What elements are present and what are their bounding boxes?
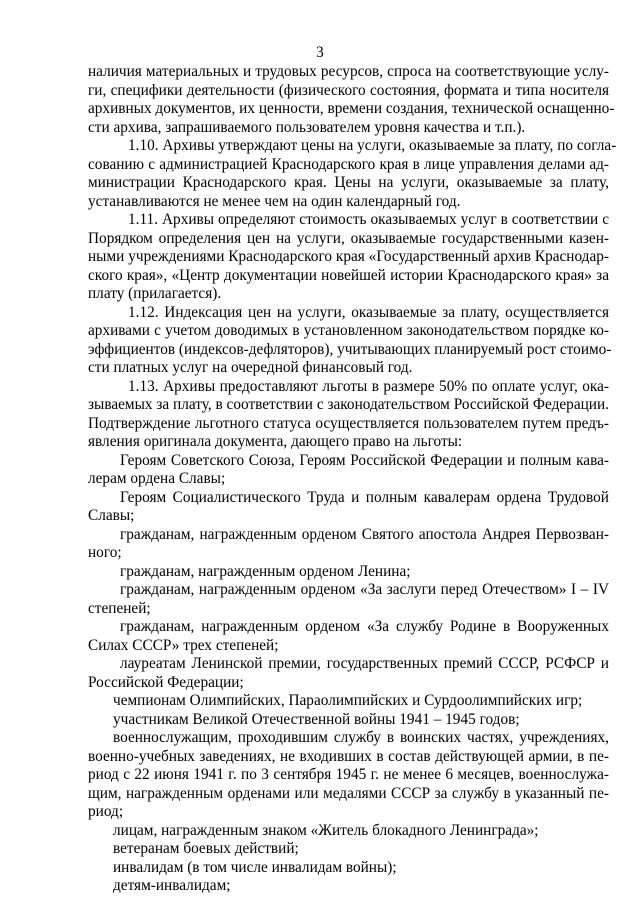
text-line: лауреатам Ленинской премии, государственных премий СССР, РСФСР и bbox=[120, 655, 609, 672]
text-line: Порядком определения цен на услуги, оказываемые государственными казен- bbox=[88, 229, 609, 247]
text-line: степеней; bbox=[88, 599, 151, 617]
text-line: 1.12. Индексация цен на услуги, оказываемые за плату, осуществляется bbox=[128, 303, 609, 321]
text-line: ного; bbox=[88, 544, 122, 561]
text-line: архивами с учетом доводимых в установленном законодательством порядке ко- bbox=[88, 322, 609, 339]
text-line: Подтверждение льготного статуса осуществляется пользователем путем предъ- bbox=[88, 414, 609, 432]
text-line: явления оригинала документа, дающего право на льготы: bbox=[88, 433, 463, 450]
text-line: военнослужащим, проходившим службу в воинских частях, учреждениях, bbox=[113, 729, 609, 746]
text-line: 1.11. Архивы определяют стоимость оказываемых услуг в соответствии с bbox=[128, 211, 609, 228]
text-line: гражданам, награжденным орденом «За службу Родине в Вооруженных bbox=[120, 618, 609, 635]
page-number: 3 bbox=[316, 44, 324, 61]
text-line: сти архива, запрашиваемого пользователем уровня качества и т.п.). bbox=[88, 118, 526, 136]
text-line: зываемых за плату, в соответствии с законодательством Российской Федерации. bbox=[88, 396, 609, 413]
document-body bbox=[88, 63, 617, 896]
text-line: министрации Краснодарского края. Цены на услуги, оказываемые за плату, bbox=[88, 174, 609, 191]
text-line: плату (прилагается). bbox=[88, 285, 222, 302]
text-line: Силах СССР» трех степеней; bbox=[88, 636, 279, 654]
text-line: архивных документов, их ценности, времени создания, технической оснащенно- bbox=[88, 100, 615, 117]
text-line: ги, специфики деятельности (физического состояния, формата и типа носителя bbox=[88, 81, 609, 99]
text-line: 1.13. Архивы предоставляют льготы в размере 50% по оплате услуг, ока- bbox=[128, 377, 609, 395]
text-line: участникам Великой Отечественной войны 1941 – 1945 годов; bbox=[113, 710, 520, 728]
text-line: риод; bbox=[88, 803, 124, 820]
text-line: щим, награжденным орденами или медалями СССР за службу в указанный пе- bbox=[88, 784, 609, 802]
text-line: 1.10. Архивы утверждают цены на услуги, оказываемые за плату, по согла- bbox=[128, 137, 617, 154]
text-line: детям-инвалидам; bbox=[113, 877, 231, 894]
text-line: лицам, награжденным знаком «Житель блокадного Ленинграда»; bbox=[113, 821, 539, 839]
text-line: устанавливаются не менее чем на один календарный год. bbox=[88, 192, 461, 210]
text-line: эффициентов (индексов-дефляторов), учитывающих планируемый рост стоимо- bbox=[88, 340, 612, 358]
text-line: Героям Социалистического Труда и полным кавалерам ордена Трудовой bbox=[120, 488, 609, 506]
text-line: сти платных услуг на очередной финансовый год. bbox=[88, 359, 413, 376]
text-line: наличия материальных и трудовых ресурсов, спроса на соответствующие услу- bbox=[88, 63, 609, 80]
text-line: инвалидам (в том числе инвалидам войны); bbox=[113, 858, 397, 876]
text-line: Славы; bbox=[88, 507, 135, 524]
text-line: сованию с администрацией Краснодарского края в лице управления делами ад- bbox=[88, 155, 609, 173]
text-line: гражданам, награжденным орденом Ленина; bbox=[120, 562, 411, 580]
text-line: риод с 22 июня 1941 г. по 3 сентября 1945 г. не менее 6 месяцев, военнослужа- bbox=[88, 766, 609, 783]
text-line: Героям Советского Союза, Героям Российской Федерации и полным кава- bbox=[120, 451, 609, 469]
text-line: лерам ордена Славы; bbox=[88, 470, 226, 487]
text-line: Российской Федерации; bbox=[88, 673, 244, 691]
text-line: чемпионам Олимпийских, Параолимпийских и Сурдоолимпийских игр; bbox=[113, 692, 583, 709]
text-line: ветеранам боевых действий; bbox=[113, 840, 299, 857]
text-line: гражданам, награжденным орденом Святого апостола Андрея Первозван- bbox=[120, 525, 609, 543]
text-line: гражданам, награжденным орденом «За заслуги перед Отечеством» I – IV bbox=[120, 581, 609, 598]
text-line: военно-учебных заведениях, не входивших в состав действующей армии, в пе- bbox=[88, 747, 609, 765]
text-line: ными учреждениями Краснодарского края «Государственный архив Краснодар- bbox=[88, 248, 609, 265]
text-line: ского края», «Центр документации новейшей истории Краснодарского края» за bbox=[88, 266, 609, 284]
